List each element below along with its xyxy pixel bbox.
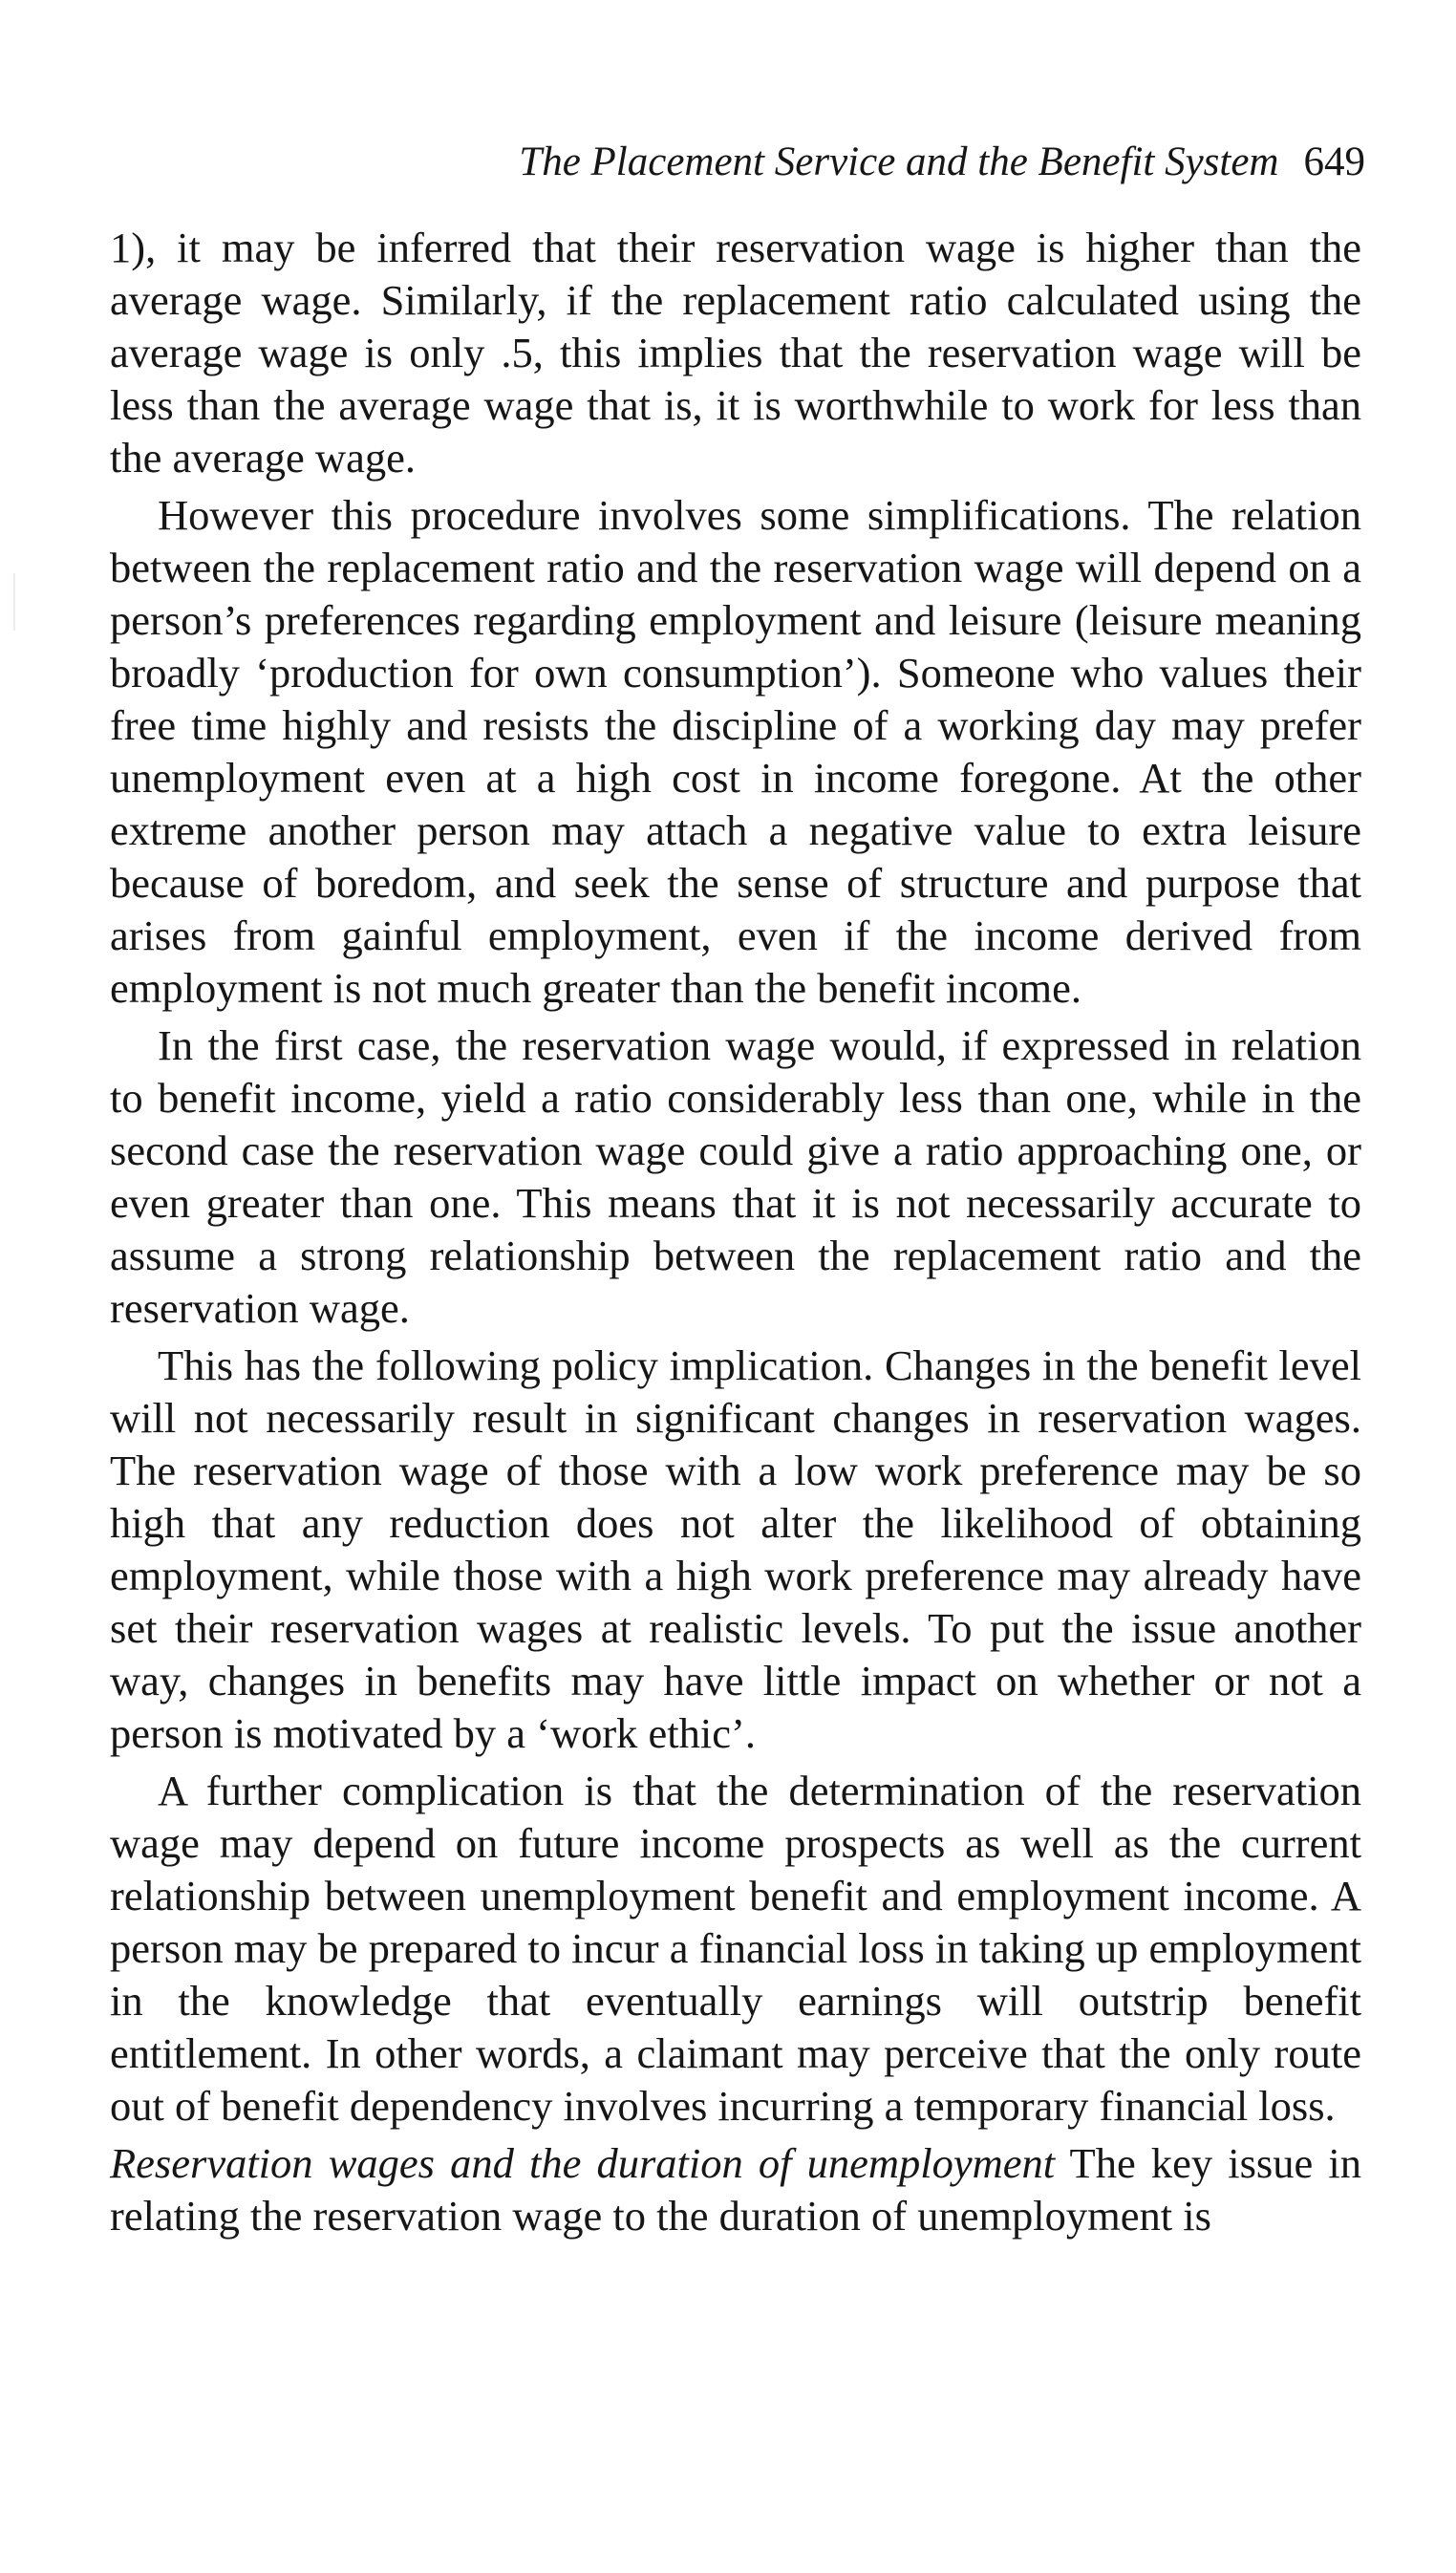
- scan-edge-mark: [13, 573, 15, 631]
- section-paragraph: [110, 2137, 1361, 2242]
- paragraph-first-case: In the first case, the reservation wage would, if expressed in relation to benefit income, yield a ratio considerably less than one, while in the second case the reservation wage could give a ratio approaching one, or even greater than one. This means that it is not necessarily accurate to assume a strong relationship between the replacement ratio and the reservation wage.: [110, 1021, 1361, 1332]
- paragraph-policy-implication: This has the following policy implication. Changes in the benefit level will not necessarily result in significant changes in reservation wages. The reservation wage of those with a low work preference may be so high that any reduction does not alter the likelihood of obtaining employment, while those with a high work preference may already have set their reservation wages at realistic levels. To put the issue another way, changes in benefits may have little impact on whether or not a person is motivated by a ‘work ethic’.: [110, 1341, 1361, 1757]
- page-number: 649: [1303, 139, 1365, 184]
- running-header: [519, 141, 1365, 182]
- section-text: The key issue in relating the reservation wage to the duration of unemployment is: [110, 2139, 1361, 2240]
- running-title: The Placement Service and the Benefit System: [519, 139, 1279, 184]
- paragraph-further-complication: A further complication is that the determination of the reservation wage may depend on future income prospects as well as the current relationship between unemployment benefit and employment income. A person may be prepared to incur a financial loss in taking up employment in the knowledge that eventually earnings will outstrip benefit entitlement. In other words, a claimant may perceive that the only route out of benefit dependency involves incurring a temporary financial loss.: [110, 1767, 1361, 2130]
- section-subheading: Reservation wages and the duration of unemployment: [110, 2139, 1056, 2187]
- paragraph-continued: 1), it may be inferred that their reservation wage is higher than the average wage. Similarly, if the replacement ratio calculated using the average wage is only .5, this implies that the reservation wage will be less than the average wage that is, it is worthwhile to work for less than the average wage.: [110, 224, 1361, 482]
- body-text: [110, 222, 1361, 2247]
- paragraph-simplifications: However this procedure involves some simplifications. The relation between the replacement ratio and the reservation wage will depend on a person’s preferences regarding employment and leisure (leisure meaning broadly ‘production for own consumption’). Someone who values their free time highly and resists the discipline of a working day may prefer unemployment even at a high cost in income foregone. At the other extreme another person may attach a negative value to extra leisure because of boredom, and seek the sense of structure and purpose that arises from gainful employment, even if the income derived from employment is not much greater than the benefit income.: [110, 491, 1361, 1012]
